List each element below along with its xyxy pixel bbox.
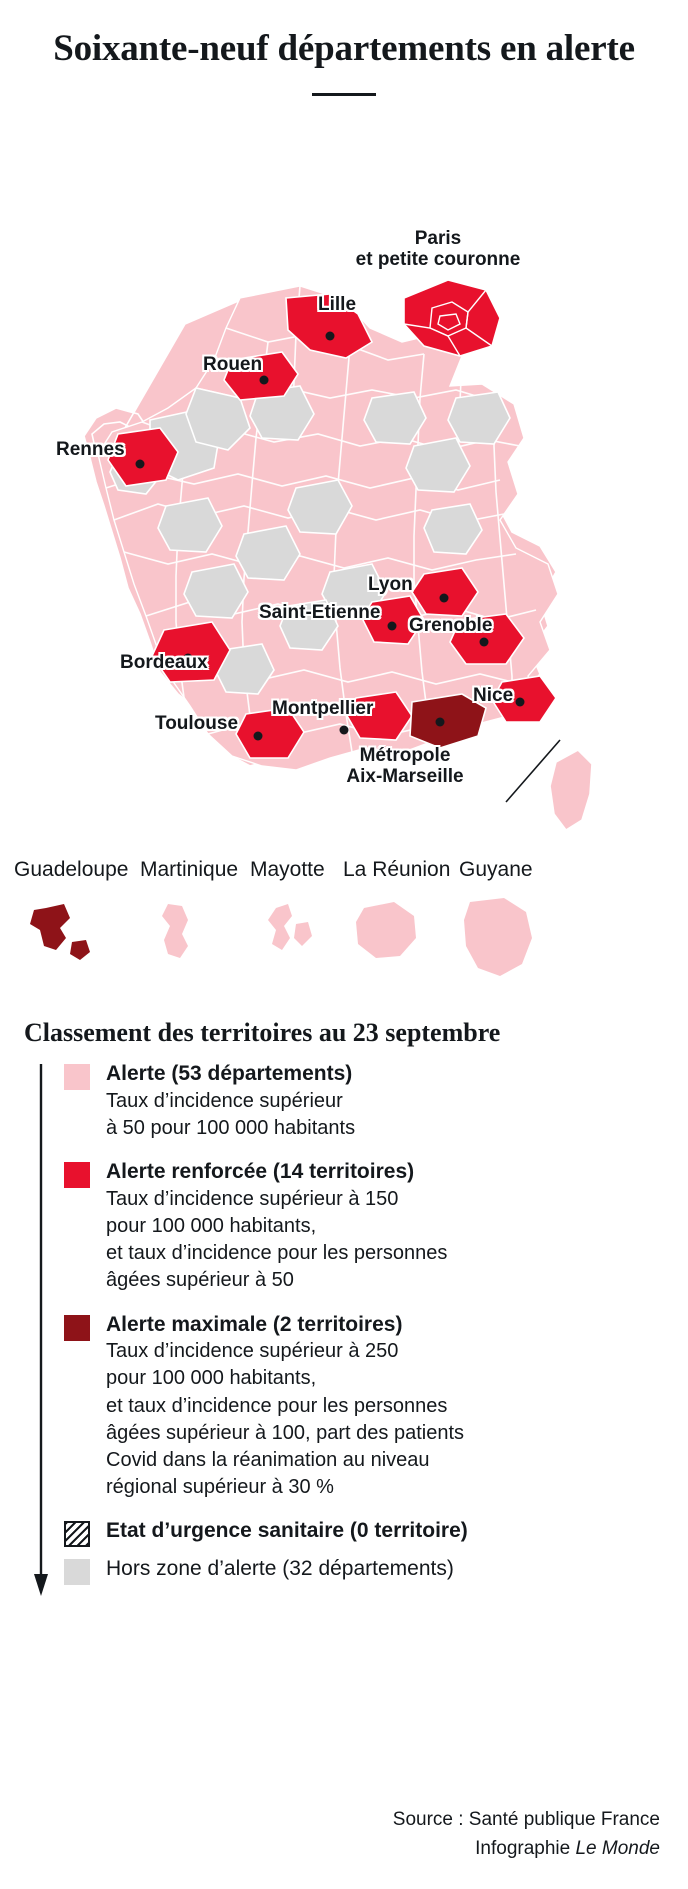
- legend-head-urgence-sanitaire: Etat d’urgence sanitaire (0 territoire): [106, 1519, 468, 1543]
- source-note: [393, 1806, 660, 1863]
- shape-mayotte: [268, 904, 312, 950]
- dot-rennes: [136, 459, 145, 468]
- legend-item-hors-zone: [58, 1555, 676, 1583]
- dot-marseille: [436, 717, 445, 726]
- legend: [0, 1018, 688, 1599]
- map-label-nice: Nice: [473, 684, 514, 706]
- legend-head-hors-zone: Hors zone d’alerte (32 départements): [106, 1557, 454, 1581]
- overseas-label-guadeloupe: Guadeloupe: [14, 858, 129, 881]
- legend-item-alerte-maximale: [58, 1311, 676, 1502]
- map-label-grenoble: Grenoble: [409, 614, 493, 636]
- credit-line: [393, 1835, 660, 1864]
- dot-lyon: [440, 593, 449, 602]
- map-label-montpellier: Montpellier: [272, 697, 374, 719]
- title-block: [0, 0, 688, 96]
- legend-item-alerte-renforcee: [58, 1158, 676, 1294]
- map-label-paris-line1: Paris: [414, 227, 462, 249]
- dot-rouen: [260, 375, 269, 384]
- legend-swatch-alerte-renforcee: [64, 1162, 90, 1188]
- map-label-marseille-line1: Métropole: [359, 744, 451, 766]
- dot-montpellier: [340, 725, 349, 734]
- legend-desc-alerte-renforcee: Taux d’incidence supérieur à 150 pour 100 000 habitants, et taux d’incidence pour les personnes âgées supérieur à 50: [106, 1187, 448, 1292]
- title-divider: [312, 93, 376, 96]
- overseas-territories: [0, 858, 688, 998]
- map-label-saint-etienne: Saint-Etienne: [259, 601, 381, 623]
- map-label-lille: Lille: [318, 293, 357, 315]
- legend-title: Classement des territoires au 23 septembre: [24, 1018, 501, 1047]
- legend-head-alerte: Alerte (53 départements): [106, 1062, 353, 1085]
- map-label-toulouse: Toulouse: [155, 712, 239, 734]
- map-label-lyon: Lyon: [368, 573, 413, 595]
- shape-martinique: [162, 904, 188, 958]
- credit-prefix: Infographie: [475, 1837, 576, 1859]
- dot-saint-etienne: [388, 621, 397, 630]
- france-map: [0, 102, 688, 862]
- legend-desc-alerte: Taux d’incidence supérieur à 50 pour 100 000 habitants: [106, 1089, 356, 1139]
- legend-item-alerte: [58, 1060, 676, 1142]
- legend-head-alerte-maximale: Alerte maximale (2 territoires): [106, 1312, 403, 1336]
- page-title: Soixante-neuf départements en alerte: [53, 28, 635, 69]
- dot-grenoble: [480, 637, 489, 646]
- map-label-bordeaux: Bordeaux: [120, 651, 208, 673]
- map-label-paris: [348, 228, 528, 271]
- legend-swatch-alerte: [64, 1064, 90, 1090]
- dot-lille: [326, 331, 335, 340]
- map-label-paris-line2: et petite couronne: [355, 249, 521, 271]
- shape-guadeloupe: [30, 904, 90, 960]
- map-label-rennes: Rennes: [56, 438, 125, 460]
- legend-swatch-hors-zone: [64, 1559, 90, 1585]
- overseas-label-mayotte: Mayotte: [250, 858, 325, 881]
- legend-desc-alerte-maximale: Taux d’incidence supérieur à 250 pour 100 000 habitants, et taux d’incidence pour les personnes âgées supérieur à 100, part des patients Covid dans la réanimation au niveau régional supérieur à 30 %: [106, 1340, 465, 1499]
- legend-swatch-alerte-maximale: [64, 1315, 90, 1341]
- overseas-shapes-svg: [0, 894, 688, 1004]
- map-label-marseille: [330, 745, 480, 788]
- shape-guyane: [464, 898, 532, 976]
- legend-body: [12, 1060, 676, 1583]
- legend-arrow-icon: [34, 1064, 52, 1600]
- dot-nice: [516, 697, 525, 706]
- legend-swatch-urgence-sanitaire: [64, 1521, 90, 1547]
- map-label-rouen: Rouen: [203, 353, 263, 375]
- credit-publication: Le Monde: [575, 1837, 660, 1859]
- overseas-label-martinique: Martinique: [140, 858, 239, 881]
- region-corse: [550, 750, 592, 830]
- source-line: Source : Santé publique France: [392, 1809, 660, 1830]
- dot-toulouse: [254, 731, 263, 740]
- legend-head-alerte-renforcee: Alerte renforcée (14 territoires): [106, 1160, 415, 1184]
- shape-la-reunion: [356, 902, 416, 958]
- overseas-label-la-reunion: La Réunion: [343, 858, 451, 881]
- overseas-label-guyane: Guyane: [459, 858, 533, 881]
- legend-item-urgence-sanitaire: [58, 1517, 676, 1545]
- map-label-marseille-line2: Aix-Marseille: [346, 766, 464, 788]
